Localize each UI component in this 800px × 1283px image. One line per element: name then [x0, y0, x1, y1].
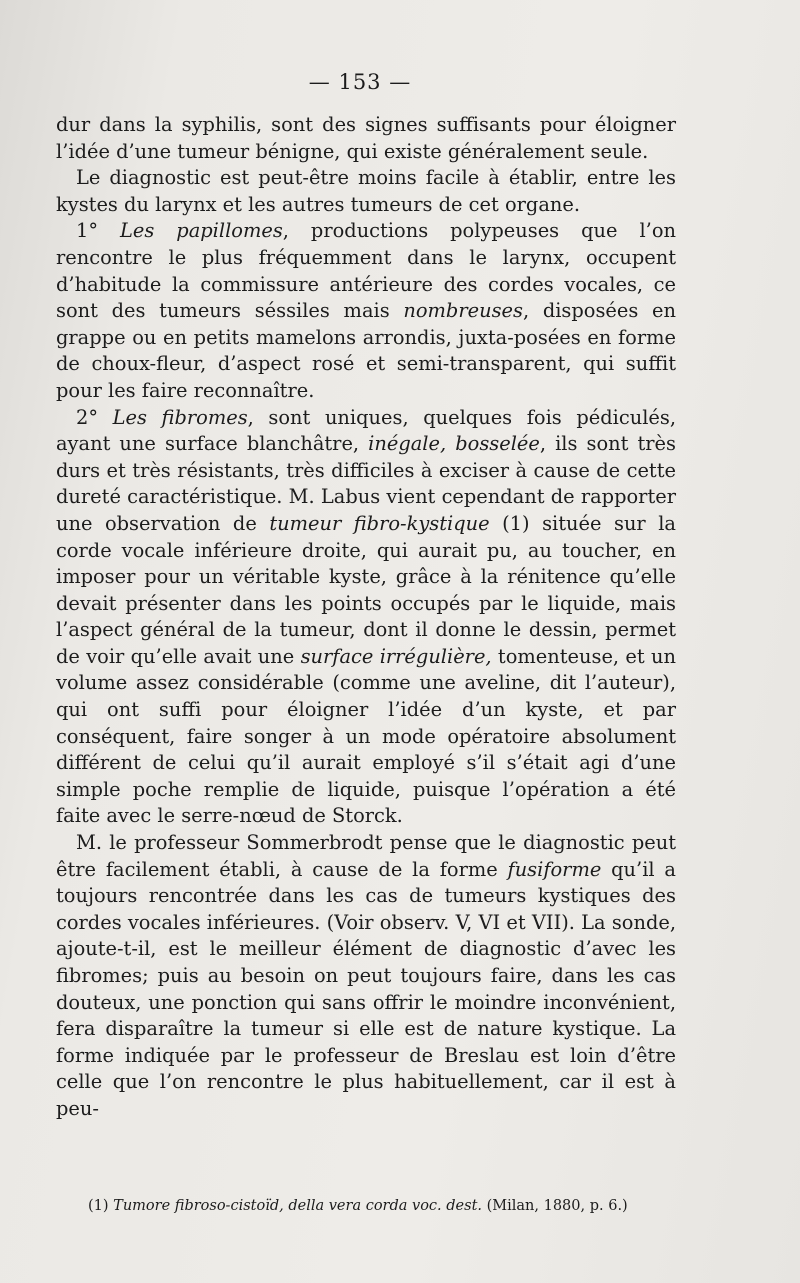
- footnote: [88, 1196, 698, 1216]
- page-number: — 153 —: [308, 70, 412, 94]
- paragraph-fibromes: 2° Les fibromes, sont uniques, quelques fois pédiculés, ayant une surface blanchâtre, inégale, bosselée, ils sont très durs et très résistants, très difficiles à exciser à cause de cette dureté caractéristique. M. Labus vient cependant de rapporter une observation de tumeur fibro-kystique (1) située sur la corde vocale inférieure droite, qui aurait pu, au toucher, en imposer pour un véritable kyste, grâce à la rénitence qu’elle devait présenter dans les points occupés par le liquide, mais l’aspect général de la tumeur, dont il donne le dessin, permet de voir qu’elle avait une surface irrégulière, tomenteuse, et un volume assez considérable (comme une aveline, dit l’auteur), qui ont suffi pour éloigner l’idée d’un kyste, et par conséquent, faire songer à un mode opératoire absolument différent de celui qu’il aurait employé s’il s’était agi d’une simple poche remplie de liquide, puisque l’opération a été faite avec le serre-nœud de Storck.: [56, 405, 676, 828]
- paragraph-syphilis: dur dans la syphilis, sont des signes suffisants pour éloigner l’idée d’une tumeur bénigne, qui existe généralement seule.: [56, 113, 676, 163]
- body-text: [56, 112, 676, 1123]
- paragraph-sommerbrodt: M. le professeur Sommerbrodt pense que le diagnostic peut être facilement établi, à cause de la forme fusiforme qu’il a toujours rencontrée dans les cas de tumeurs kystiques des cordes vocales inférieures. (Voir observ. V, VI et VII). La sonde, ajoute-t-il, est le meilleur élément de diagnostic d’avec les fibromes; puis au besoin on peut toujours faire, dans les cas douteux, une ponction qui sans offrir le moindre inconvénient, fera disparaître la tumeur si elle est de nature kystique. La forme indiquée par le professeur de Breslau est loin d’être celle que l’on rencontre le plus habituellement, car il est à peu-: [56, 831, 676, 1120]
- section-term: Les papillomes: [120, 219, 283, 243]
- footnote-reference: (1) située sur la corde vocale inférieure droite, qui aurait pu, au toucher, en imposer pour un véritable kyste, grâce à la rénitence qu’elle devait présenter dans les points occupés par le liquide, mais l’aspect général de la tumeur, dont il donne le dessin, permet de voir qu’elle avait une: [56, 511, 676, 668]
- list-number: 1°: [76, 219, 121, 243]
- paragraph-papillomes: 1° Les papillomes, productions polypeuses que l’on rencontre le plus fréquemment dans le larynx, occupent d’habitude la commissure antérieure des cordes vocales, ce sont des tumeurs séssiles mais nombreuses, disposées en grappe ou en petits mamelons arrondis, juxta-posées en forme de choux-fleur, d’aspect rosé et semi-transparent, qui suffit pour les faire reconnaître.: [56, 219, 676, 402]
- list-number: 2°: [76, 405, 113, 429]
- footnote-number: (1): [88, 1198, 114, 1214]
- footnote-source: (Milan, 1880, p. 6.): [482, 1198, 628, 1214]
- paragraph-diagnostic-intro: Le diagnostic est peut-être moins facile à établir, entre les kystes du larynx et les autres tumeurs de cet organe.: [56, 166, 676, 216]
- footnote-title: Tumore fibroso-cistoïd, della vera corda voc. dest.: [113, 1198, 483, 1214]
- section-term: Les fibromes: [112, 405, 248, 429]
